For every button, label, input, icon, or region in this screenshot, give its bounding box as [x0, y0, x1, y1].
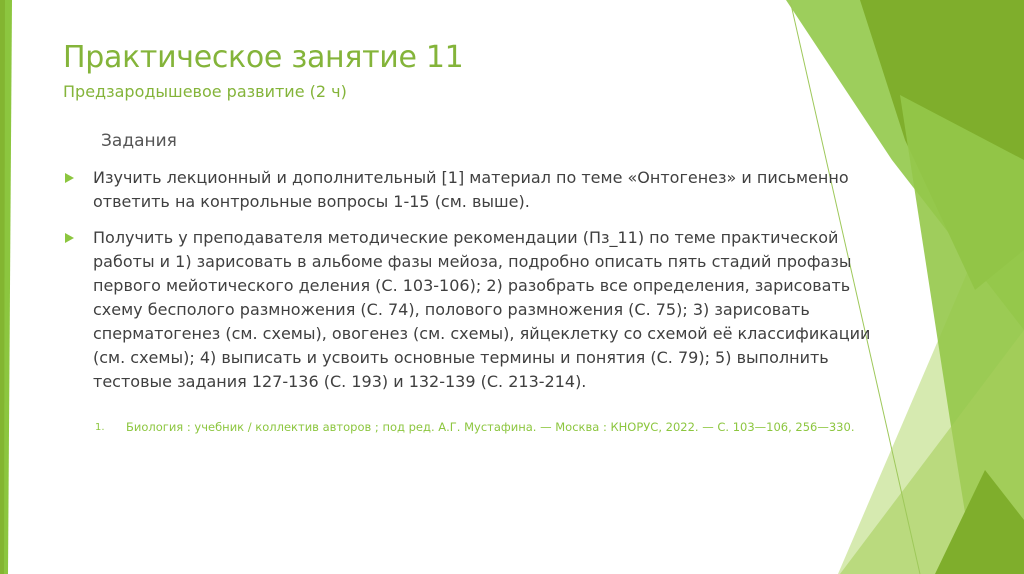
list-item	[63, 166, 893, 214]
section-heading: Задания	[101, 131, 177, 151]
page-subtitle: Предзародышевое развитие (2 ч)	[63, 82, 347, 101]
task-text: Изучить лекционный и дополнительный [1] материал по теме «Онтогенез» и письменно ответить на контрольные вопросы 1-15 (см. выше).	[93, 168, 849, 211]
page-title: Практическое занятие 11	[63, 40, 464, 75]
triangle-right-icon	[65, 173, 74, 183]
list-item	[63, 226, 893, 394]
reference-item	[95, 419, 895, 436]
triangle-right-icon	[65, 233, 74, 243]
reference-list	[95, 419, 895, 436]
task-text: Получить у преподавателя методические рекомендации (Пз_11) по теме практической работы и 1) зарисовать в альбоме фазы мейоза, подробно описать пять стадий профазы первого мейотического деления (С. 103-106); 2) разобрать все определения, зарисовать схему бесполого размножения (С. 74), полового размножения (С. 75); 3) зарисовать сперматогенез (см. схемы), овогенез (см. схемы), яйцеклетку со схемой её классификации (см. схемы); 4) выписать и усвоить основные термины и понятия (С. 79); 5) выполнить тестовые задания 127-136 (С. 193) и 132-139 (С. 213-214).	[93, 228, 871, 391]
reference-text: Биология : учебник / коллектив авторов ; под ред. А.Г. Мустафина. — Москва : КНОРУС, 2022. — С. 103—106, 256—330.	[126, 420, 855, 434]
reference-number: 1.	[95, 422, 105, 433]
task-list	[63, 166, 893, 406]
